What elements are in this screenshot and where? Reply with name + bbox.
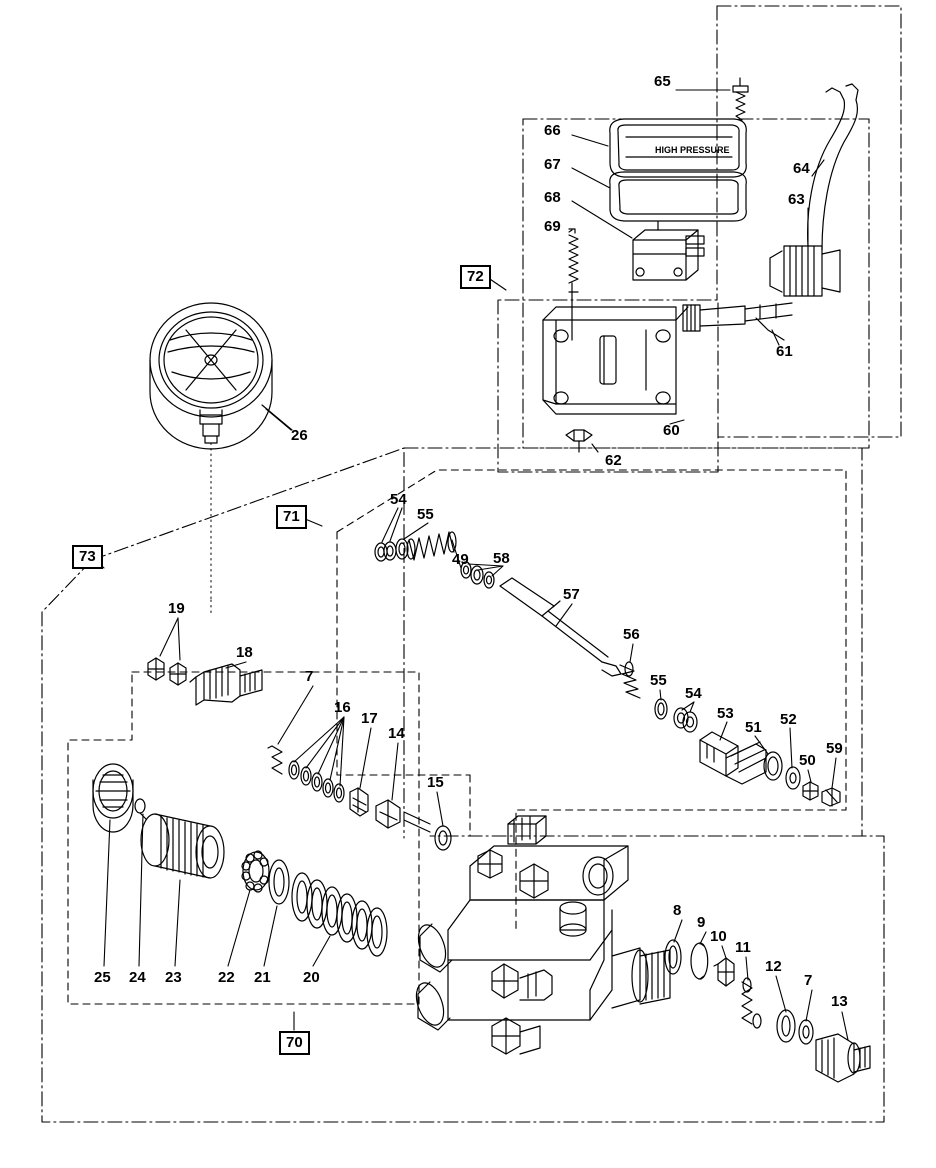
part-7a-spring <box>268 746 282 774</box>
callout-11: 11 <box>735 939 751 956</box>
part-14-seat <box>376 800 430 832</box>
callout-49: 49 <box>452 551 469 568</box>
callout-12: 12 <box>765 958 782 975</box>
part-61-strain-relief-nut <box>683 303 792 340</box>
part-17-sleeve <box>350 788 368 816</box>
callout-55b: 55 <box>650 672 667 689</box>
callout-15: 15 <box>427 774 444 791</box>
callout-63: 63 <box>788 191 805 208</box>
callout-14: 14 <box>388 725 405 742</box>
part-55a-oring <box>396 539 408 559</box>
callout-58: 58 <box>493 550 510 567</box>
part-26-pressure-gauge <box>150 303 292 617</box>
part-9-snapring <box>691 943 708 979</box>
callout-69: 69 <box>544 218 561 235</box>
callout-65: 65 <box>654 73 671 90</box>
part-13-fitting <box>816 1034 870 1082</box>
callout-23: 23 <box>165 969 182 986</box>
part-18-fitting <box>190 664 262 705</box>
part-52-washer <box>786 767 800 789</box>
part-60-switch-housing <box>543 307 688 414</box>
callout-8: 8 <box>673 902 682 919</box>
callout-50: 50 <box>799 752 816 769</box>
part-64-power-cord <box>808 84 858 250</box>
group-callout-72: 72 <box>460 265 491 289</box>
callout-52: 52 <box>780 711 797 728</box>
part-69-spring <box>569 229 578 340</box>
group-callout-73: 73 <box>72 545 103 569</box>
group-71-boundary <box>337 470 846 930</box>
part-50-nut <box>803 782 818 800</box>
part-25-cap <box>93 764 133 832</box>
callout-66: 66 <box>544 122 561 139</box>
part-7b-washer <box>799 1020 813 1044</box>
callout-60: 60 <box>663 422 680 439</box>
callout-19: 19 <box>168 600 185 617</box>
callout-54a: 54 <box>390 491 407 508</box>
part-57-piston-rod <box>500 578 621 676</box>
callout-55a: 55 <box>417 506 434 523</box>
callout-57: 57 <box>563 586 580 603</box>
callout-10: 10 <box>710 928 727 945</box>
part-12-oring <box>777 1010 795 1042</box>
part-55b-oring <box>655 699 667 719</box>
part-22-ball-bearing <box>242 851 269 892</box>
callout-9: 9 <box>697 914 706 931</box>
callout-59: 59 <box>826 740 843 757</box>
part-8-oring <box>665 940 681 974</box>
part-16-washers <box>289 761 344 802</box>
callout-18: 18 <box>236 644 253 661</box>
callout-13: 13 <box>831 993 848 1010</box>
part-54a-washer <box>375 542 396 561</box>
switch-label-text: HIGH PRESSURE <box>655 145 730 155</box>
part-56-spring <box>620 662 640 698</box>
part-21-oring <box>269 860 289 904</box>
callout-7b: 7 <box>804 972 813 989</box>
part-53-valve-body <box>700 732 766 784</box>
callout-53: 53 <box>717 705 734 722</box>
callout-67: 67 <box>544 156 561 173</box>
group-73-boundary <box>42 448 884 1122</box>
part-49-spring <box>407 532 456 560</box>
callout-17: 17 <box>361 710 378 727</box>
part-23-filter <box>141 814 224 878</box>
part-67-gasket <box>610 172 746 221</box>
callout-51: 51 <box>745 719 762 736</box>
part-10-poppet <box>714 958 734 986</box>
part-68-microswitch <box>633 222 704 280</box>
callout-7a: 7 <box>305 668 314 685</box>
part-59-plug <box>822 788 840 806</box>
group-callout-71: 71 <box>276 505 307 529</box>
manifold-body <box>411 816 670 1054</box>
callout-25: 25 <box>94 969 111 986</box>
part-51-oring <box>764 752 782 780</box>
group-callout-70: 70 <box>279 1031 310 1055</box>
part-20-spring <box>292 873 387 956</box>
part-24-pin <box>135 799 146 819</box>
part-63-connector-body <box>770 246 840 296</box>
part-54b-washer <box>674 708 697 732</box>
part-11-spring <box>742 978 761 1028</box>
part-66-cover-plate <box>610 119 746 177</box>
callout-64: 64 <box>793 160 810 177</box>
callout-56: 56 <box>623 626 640 643</box>
callout-21: 21 <box>254 969 271 986</box>
part-15-oring <box>435 826 451 850</box>
callout-62: 62 <box>605 452 622 469</box>
part-62-nut <box>566 430 592 452</box>
callout-61: 61 <box>776 343 793 360</box>
callout-54b: 54 <box>685 685 702 702</box>
callout-20: 20 <box>303 969 320 986</box>
callout-68: 68 <box>544 189 561 206</box>
callout-16: 16 <box>334 699 351 716</box>
part-65-screw <box>733 78 748 120</box>
callout-26: 26 <box>291 427 308 444</box>
callout-22: 22 <box>218 969 235 986</box>
callout-24: 24 <box>129 969 146 986</box>
